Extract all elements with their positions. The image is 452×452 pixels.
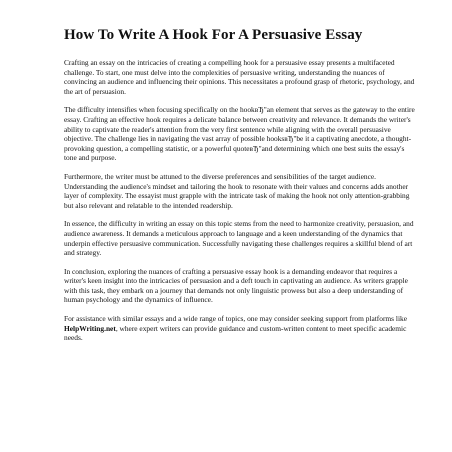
paragraph-essence: In essence, the difficulty in writing an essay on this topic stems from the need to harmonize creativity, persuasion, and audience awareness. It demands a meticulous approach to language and a keen understanding of the dynamics that underpin effective persuasive communication. Successfully navigating these challenges requires a skillful blend of art and strategy. [64,219,414,258]
assistance-text-before: For assistance with similar essays and a wide range of topics, one may consider seeking support from platforms like [64,314,407,324]
paragraph-difficulty: The difficulty intensifies when focusing specifically on the hookвЂ"an element that serves as the gateway to the entire essay. Crafting an effective hook requires a delicate balance between creativity and relevance. It demands the writer's ability to captivate the reader's attention from the very first sentence while aligning with the overall persuasive objective. The challenge lies in navigating the vast array of possible hooksвЂ"be it a captivating anecdote, a thought-provoking question, a compelling statistic, or a powerful quoteвЂ"and determining which one best suits the essay's tone and purpose. [64,105,415,163]
helpwriting-brand: HelpWriting.net [64,323,116,333]
paragraph-intro: Crafting an essay on the intricacies of creating a compelling hook for a persuasive essay presents a multifaceted challenge. To start, one must delve into the complexities of persuasive writing, understanding the nuances of convincing an audience and influencing their opinions. This necessitates a profound grasp of rhetoric, psychology, and the art of persuasion. [64,58,415,96]
paragraph-conclusion: In conclusion, exploring the nuances of crafting a persuasive essay hook is a demanding endeavor that requires a writer's keen insight into the intricacies of persuasion and a deft touch in captivating an audience. As writers grapple with this task, they embark on a journey that demands not only linguistic prowess but also a deep understanding of human psychology and the dynamics of influence. [64,266,408,305]
document-title: How To Write A Hook For A Persuasive Essay [64,27,363,43]
paragraph-audience: Furthermore, the writer must be attuned to the diverse preferences and sensibilities of the target audience. Understanding the audience's mindset and tailoring the hook to resonate with their values and concerns adds another layer of complexity. The essayist must grapple with the intricate task of making the hook not only attention-grabbing but also relevant and relatable to the intended readership. [64,171,410,210]
assistance-text-after: , where expert writers can provide guidance and custom-written content to meet specific academic needs. [64,323,407,343]
paragraph-assistance [64,314,416,343]
